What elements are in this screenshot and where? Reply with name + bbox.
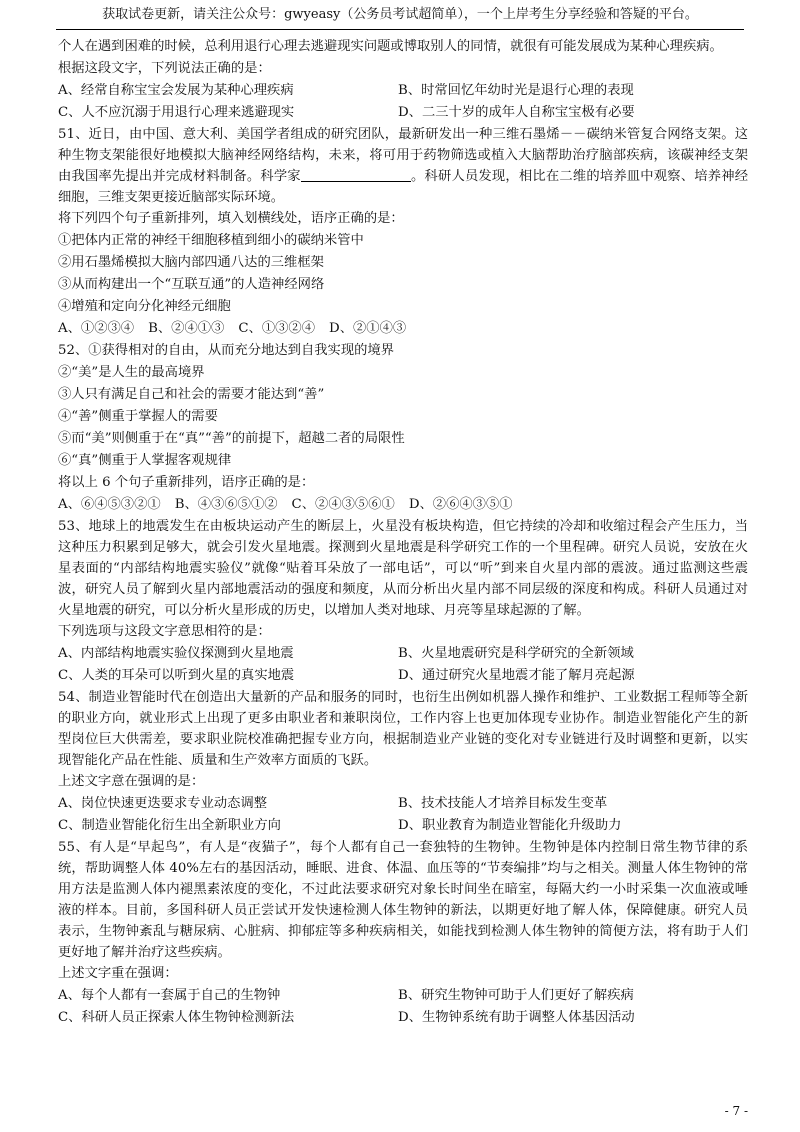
- q55-stem: 55、有人是“早起鸟”，有人是“夜猫子”，每个人都有自己一套独特的生物钟。生物钟是体内控制日常生物节律的系统，帮助调整人体 40%左右的基因活动，睡眠、进食、体温、血压等的“节奏编排”均与之相关。测量人体生物钟的常用方法是监测人体内褪黑素浓度的变化，不过此法要求研究对象长时间坐在暗室，每隔大约一小时采集一次血液或唾液的样本。目前，多国科研人员正尝试开发快速检测人体生物钟的新法，以期更好地了解人体，保障健康。研究人员表示，生物钟紊乱与糖尿病、心脏病、抑郁症等多种疾病相关，如能找到检测人体生物钟的简便方法，将有助于人们更好地了解并治疗这些疾病。: [58, 840, 748, 960]
- q50-option-c: C、人不应沉溺于用退行心理来逃避现实: [58, 105, 295, 120]
- q50-options: [58, 80, 748, 124]
- page-content: [58, 36, 748, 1029]
- q54-option-d: D、职业教育为制造业智能化升级助力: [398, 818, 622, 833]
- q51-option-b: B、②④①③: [148, 321, 225, 336]
- q51-item-3: ③从而构建出一个“互联互通”的人造神经网络: [58, 277, 325, 292]
- q54-option-a: A、岗位快速更迭要求专业动态调整: [58, 796, 268, 811]
- q51-item-2: ②用石墨烯模拟大脑内部四通八达的三维框架: [58, 255, 324, 270]
- q50-question: 根据这段文字，下列说法正确的是：: [58, 61, 271, 76]
- q53-option-c: C、人类的耳朵可以听到火星的真实地震: [58, 668, 295, 683]
- q53-stem: 53、地球上的地震发生在由板块运动产生的断层上，火星没有板块构造，但它持续的冷却和收缩过程会产生压力，当这种压力积累到足够大，就会引发火星地震。探测到火星地震是科学研究工作的一个里程碑。研究人员说，安放在火星表面的“内部结构地震实验仪”就像“贴着耳朵放了一部电话”，可以“听”到来自火星内部的震波。通过监测这些震波，研究人员了解到火星内部地震活动的强度和频度，从而分析出火星内部不同层级的深度和构成。科研人员通过对火星地震的研究，可以分析火星形成的历史，以增加人类对地球、月亮等星球起源的了解。: [58, 519, 748, 618]
- header-rule: [56, 29, 744, 30]
- q52-option-a: A、⑥④⑤③②①: [58, 497, 161, 512]
- q51-stem: [58, 124, 748, 208]
- q51-option-d: D、②①④③: [329, 321, 407, 336]
- q55-option-b: B、研究生物钟可助于人们更好了解疾病: [398, 988, 634, 1003]
- q51-stem-b: 。科研人员发现，相比在二维的培养皿中观察、培养神经细胞，三维支架更接近脑部实际环境。: [58, 169, 749, 205]
- q52-question: 将以上 6 个句子重新排列，语序正确的是：: [58, 475, 315, 490]
- q51-stem-a: 51、近日，由中国、意大利、美国学者组成的研究团队，最新研发出一种三维石墨烯－－碳纳米管复合网络支架。这种生物支架能很好地模拟大脑神经网络结构，未来，将可用于药物筛选或植入大脑帮助治疗脑部疾病，该碳神经支架由我国率先提出并完成材料制备。科学家: [58, 127, 748, 184]
- q54-options: [58, 793, 748, 837]
- q50-option-d: D、二三十岁的成年人自称宝宝极有必要: [398, 105, 635, 120]
- q52-option-c: C、②④③⑤⑥①: [291, 497, 395, 512]
- q51-option-a: A、①②③④: [58, 321, 135, 336]
- q51-blank: [301, 168, 411, 182]
- q51-options: [58, 318, 748, 340]
- q54-stem: 54、制造业智能时代在创造出大量新的产品和服务的同时，也衍生出例如机器人操作和维护、工业数据工程师等全新的职业方向，就业形式上出现了更多由职业者和兼职岗位，工作内容上也更加体现专业协作。制造业智能化产生的新型岗位巨大供需差，要求职业院校准确把握专业方向，根据制造业产业链的变化对专业链进行及时调整和更新，以实现智能化产品在性能、质量和生产效率方面质的飞跃。: [58, 690, 748, 768]
- q52-item-5: ⑤而“美”则侧重于在“真”“善”的前提下，超越二者的局限性: [58, 431, 405, 446]
- q50-option-a: A、经常自称宝宝会发展为某种心理疾病: [58, 83, 294, 98]
- q53-option-b: B、火星地震研究是科学研究的全新领域: [398, 646, 634, 661]
- q55-option-d: D、生物钟系统有助于调整人体基因活动: [398, 1010, 635, 1025]
- q52-item-3: ③人只有满足自己和社会的需要才能达到“善”: [58, 387, 325, 402]
- page-header: 获取试卷更新，请关注公众号：gwyeasy（公务员考试超简单），一个上岸考生分享经验和答疑的平台。: [102, 7, 698, 22]
- q53-option-d: D、通过研究火星地震才能了解月亮起源: [398, 668, 635, 683]
- q54-option-c: C、制造业智能化衍生出全新职业方向: [58, 818, 281, 833]
- q51-question: 将下列四个句子重新排列，填入划横线处，语序正确的是：: [58, 211, 404, 226]
- q52-item-2: ②“美”是人生的最高境界: [58, 365, 205, 380]
- q55-options: [58, 985, 748, 1029]
- q52-option-b: B、④③⑥⑤①②: [174, 497, 278, 512]
- q54-option-b: B、技术技能人才培养目标发生变革: [398, 796, 608, 811]
- q54-question: 上述文字意在强调的是：: [58, 774, 205, 789]
- q50-stem: 个人在遇到困难的时候，总利用退行心理去逃避现实问题或博取别人的同情，就很有可能发展成为某种心理疾病。: [58, 39, 723, 54]
- q55-option-a: A、每个人都有一套属于自己的生物钟: [58, 988, 281, 1003]
- q52-item-6: ⑥“真”侧重于人掌握客观规律: [58, 453, 232, 468]
- q55-question: 上述文字重在强调：: [58, 966, 178, 981]
- q52-item-4: ④“善”侧重于掌握人的需要: [58, 409, 218, 424]
- q51-item-1: ①把体内正常的神经干细胞移植到细小的碳纳米管中: [58, 233, 364, 248]
- q51-item-4: ④增殖和定向分化神经元细胞: [58, 299, 231, 314]
- q53-question: 下列选项与这段文字意思相符的是：: [58, 624, 271, 639]
- q52-options: [58, 494, 748, 516]
- q53-option-a: A、内部结构地震实验仪探测到火星地震: [58, 646, 294, 661]
- q53-options: [58, 643, 748, 687]
- q55-option-c: C、科研人员正探索人体生物钟检测新法: [58, 1010, 295, 1025]
- q52-item-1: 52、①获得相对的自由，从而充分地达到自我实现的境界: [58, 343, 395, 358]
- q52-option-d: D、②⑥④③⑤①: [408, 497, 513, 512]
- page-number: - 7 -: [724, 1104, 748, 1118]
- q51-option-c: C、①③②④: [238, 321, 316, 336]
- q50-option-b: B、时常回忆年幼时光是退行心理的表现: [398, 83, 634, 98]
